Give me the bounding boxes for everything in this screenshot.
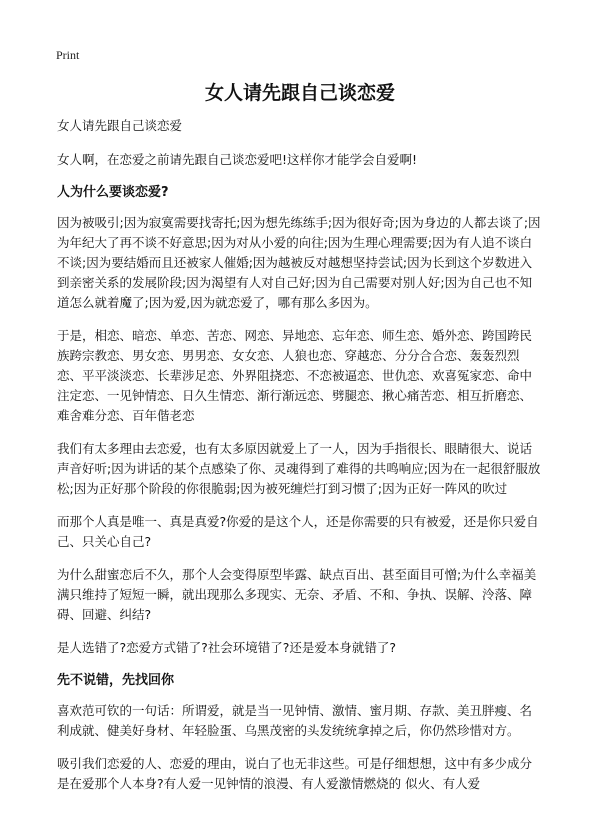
paragraph-many-reasons: 我们有太多理由去恋爱，也有太多原因就爱上了一人，因为手指很长、眼睛很大、说话声音好听;因为讲话的某个点感染了你、灵魂得到了难得的共鸣响应;因为在一起很舒服放松;因为正好那个阶段的你很脆弱;因为被死缠烂打到习惯了;因为正好一阵风的吹过 bbox=[57, 441, 541, 496]
section-heading-find-yourself: 先不说错，先找回你 bbox=[57, 673, 175, 688]
section-heading-why-love: 人为什么要谈恋爱? bbox=[57, 185, 169, 200]
print-link[interactable]: Print bbox=[56, 48, 80, 62]
paragraph-after-sweetness: 为什么甜蜜恋后不久，那个人会变得原型毕露、缺点百出、甚至面目可憎;为什么幸福美满只维持了短短一瞬，就出现那么多现实、无奈、矛盾、不和、争执、误解、泠落、障碍、回避、纠结? bbox=[57, 567, 537, 622]
intro-paragraph: 女人啊，在恋爱之前请先跟自己谈恋爱吧!这样你才能学会自爱啊! bbox=[57, 152, 418, 167]
paragraph-reasons: 因为被吸引;因为寂寞需要找寄托;因为想先练练手;因为很好奇;因为身边的人都去谈了;因为年纪大了再不谈不好意思;因为对从小爱的向往;因为生理心理需要;因为有人追不谈白不谈;因为要结婚而且还被家人催婚;因为越被反对越想坚持尝试;因为长到这个岁数进入到亲密关系的发展阶段;因为渴望有人对自己好;因为自己需要对别人好;因为自己也不知道怎么就着魔了;因为爱,因为就恋爱了，哪有那么多因为。 bbox=[57, 215, 541, 310]
paragraph-attraction: 吸引我们恋爱的人、恋爱的理由，说白了也无非这些。可是仔细想想，这中有多少成分是在爱那个人本身?有人爱一见钟情的浪漫、有人爱激情燃烧的 似火、有人爱 bbox=[57, 756, 533, 791]
paragraph-love-types: 于是，相恋、暗恋、单恋、苦恋、网恋、异地恋、忘年恋、师生恋、婚外恋、跨国跨民族跨宗教恋、男女恋、男男恋、女女恋、人狼也恋、穿越恋、分分合合恋、轰轰烈烈恋、平平淡淡恋、长辈涉足恋、外界阻挠恋、不恋被逼恋、世仇恋、欢喜冤家恋、命中注定恋、一见钟情恋、日久生情恋、渐行渐远恋、劈腿恋、揪心痛苦恋、相互折磨恋、难舍难分恋、百年偕老恋 bbox=[57, 328, 533, 423]
article-subtitle: 女人请先跟自己谈恋爱 bbox=[57, 118, 183, 133]
paragraph-quote: 喜欢范可钦的一句话：所谓爱，就是当一见钟情、激情、蜜月期、存款、美丑胖瘦、名利成就、健美好身材、年轻脸蛋、乌黑茂密的头发统统拿掉之后，你仍然珍惜对方。 bbox=[57, 703, 533, 738]
paragraph-true-love: 而那个人真是唯一、真是真爱?你爱的是这个人，还是你需要的只有被爱，还是你只爱自己、只关心自己? bbox=[57, 514, 539, 549]
article-title: 女人请先跟自己谈恋爱 bbox=[204, 82, 395, 104]
article-body bbox=[57, 116, 543, 807]
paragraph-what-went-wrong: 是人选错了?恋爱方式错了?社会环境错了?还是爱本身就错了? bbox=[57, 640, 397, 655]
